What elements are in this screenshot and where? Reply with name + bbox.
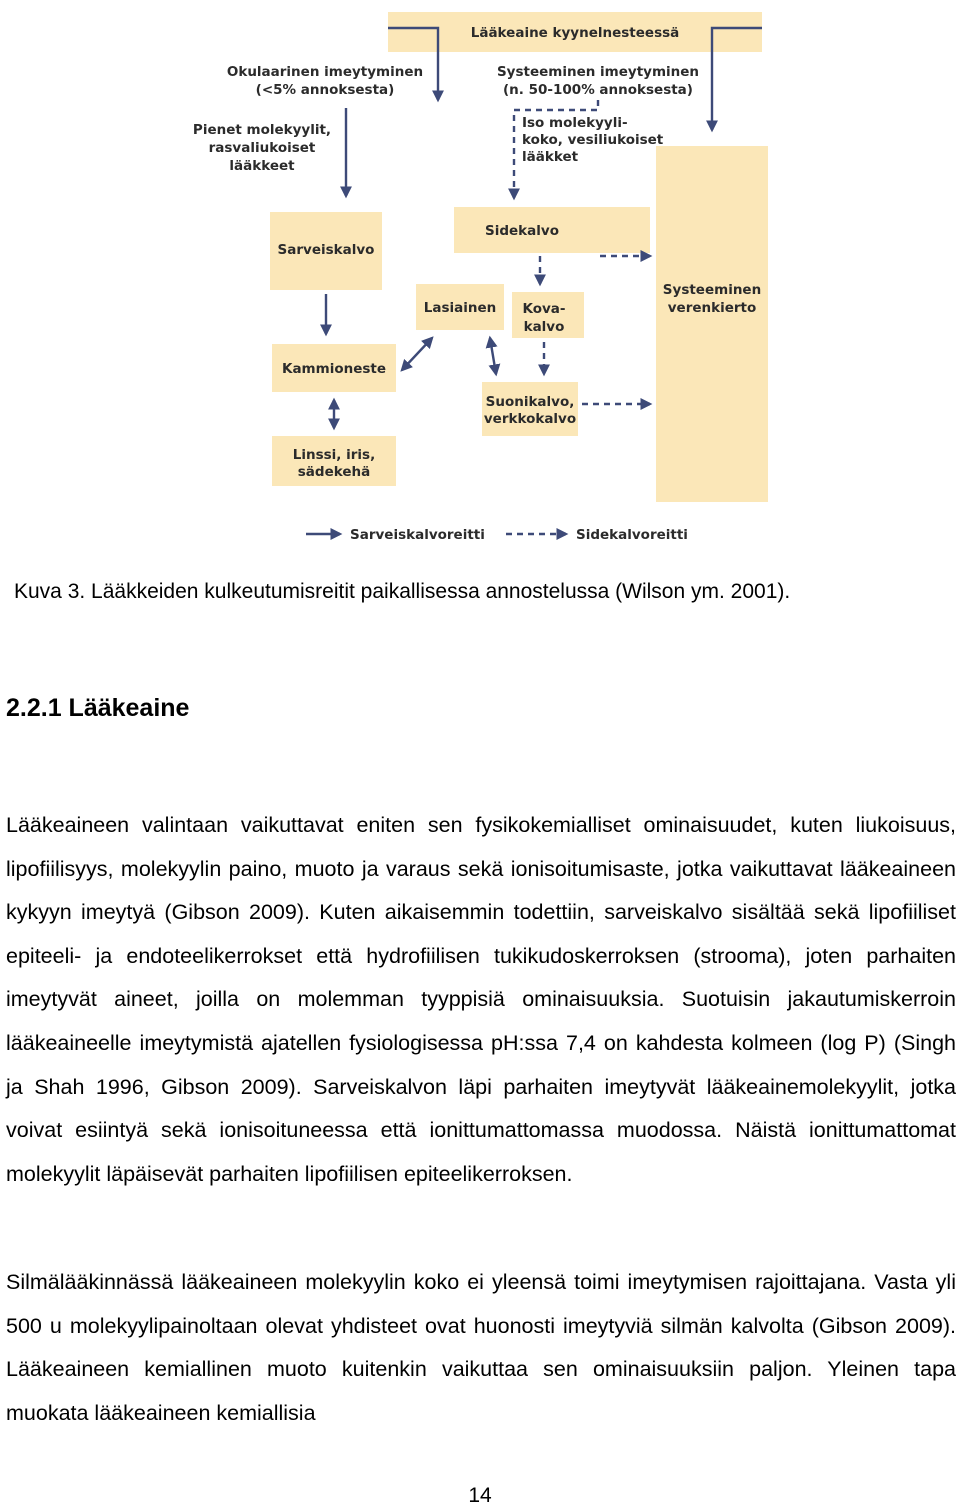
small-molecules-label-3: lääkkeet (229, 158, 295, 174)
vitreous-label: Lasiainen (423, 300, 497, 316)
ocular-absorption-label-1: Okulaarinen imeytyminen (226, 64, 424, 80)
large-molecules-label-2: koko, vesiliukoiset (522, 132, 664, 148)
arrow-aqueous-vitreous (402, 338, 432, 370)
paragraph-1: Lääkeaineen valintaan vaikuttavat eniten sen fysikokemialliset ominaisuudet, kuten liukoisuus, lipofiilisyys, molekyylin paino, muoto ja varaus sekä ionisoitumisaste, jotka vaikuttavat lääkeaineen kykyyn imeytyä (Gibson 2009). Kuten aikaisemmin todettiin, sarveiskalvo sisältää sekä lipofiiliset epiteeli- ja endoteelikerrokset että hydrofiilisen tukikudoskerroksen (strooma), joten parhaiten imeytyvät aineet, joilla on molemman tyyppisiä ominaisuuksia. Suotuisin jakautumiskerroin lääkeaineelle imeytymistä ajatellen fysiologisessa pH:ssa 7,4 on kahdesta kolmeen (log P) (Singh ja Shah 1996, Gibson 2009). Sarveiskalvon läpi parhaiten imeytyvät lääkeainemolekyylit, jotka voivat esiintyä sekä ionisoituneessa että ionittumattomassa muodossa. Näistä ionittumattomat molekyylit läpäisevät parhaiten lipofiilisen epiteelikerroksen. (6, 813, 956, 1186)
systemic-absorption-label-1: Systeeminen imeytyminen (496, 64, 700, 80)
lens-iris-label-1: Linssi, iris, (292, 447, 376, 463)
legend-corneal-label: Sarveiskalvoreitti (350, 527, 485, 543)
large-molecules-label-1: Iso molekyyli- (522, 115, 628, 131)
figure-caption: Kuva 3. Lääkkeiden kulkeutumisreitit paikallisessa annostelussa (Wilson ym. 2001). (14, 580, 791, 603)
choroid-retina-label-2: verkkokalvo (483, 411, 577, 427)
systemic-circulation-label-1: Systeeminen (662, 282, 762, 298)
systemic-circulation-label-2: verenkierto (667, 300, 757, 316)
systemic-circulation-box (656, 146, 768, 502)
sclera-label-1: Kova- (522, 301, 566, 317)
systemic-absorption-label-2: (n. 50-100% annoksesta) (503, 82, 693, 98)
drug-pathway-figure (0, 0, 960, 560)
choroid-retina-label-1: Suonikalvo, (485, 394, 575, 410)
top-box-label: Lääkeaine kyynelnesteessä (470, 25, 680, 41)
small-molecules-label-1: Pienet molekyylit, (192, 122, 332, 138)
page-number: 14 (468, 1484, 492, 1507)
sclera-label-2: kalvo (523, 319, 565, 335)
paragraph-2: Silmälääkinnässä lääkeaineen molekyylin koko ei yleensä toimi imeytymisen rajoittajana. Vasta yli 500 u molekyylipainoltaan olevat yhdisteet ovat huonosti imeytyviä silmän kalvolta (Gibson 2009). Lääkeaineen kemiallinen muoto kuitenkin vaikuttaa sen ominaisuuksiin paljon. Yleinen tapa muokata lääkeaineen kemiallisia (6, 1270, 956, 1425)
aqueous-humor-label: Kammioneste (281, 361, 387, 377)
cornea-label: Sarveiskalvo (277, 242, 375, 258)
legend-conjunctival-label: Sidekalvoreitti (576, 527, 688, 543)
small-molecules-label-2: rasvaliukoiset (208, 140, 316, 156)
section-heading: 2.2.1 Lääkeaine (6, 694, 190, 722)
ocular-absorption-label-2: (<5% annoksesta) (255, 82, 395, 98)
lens-iris-label-2: sädekehä (297, 464, 371, 480)
conjunctiva-label: Sidekalvo (485, 223, 559, 239)
arrow-vitreous-choroid (490, 338, 496, 374)
large-molecules-label-3: lääkket (522, 149, 579, 165)
